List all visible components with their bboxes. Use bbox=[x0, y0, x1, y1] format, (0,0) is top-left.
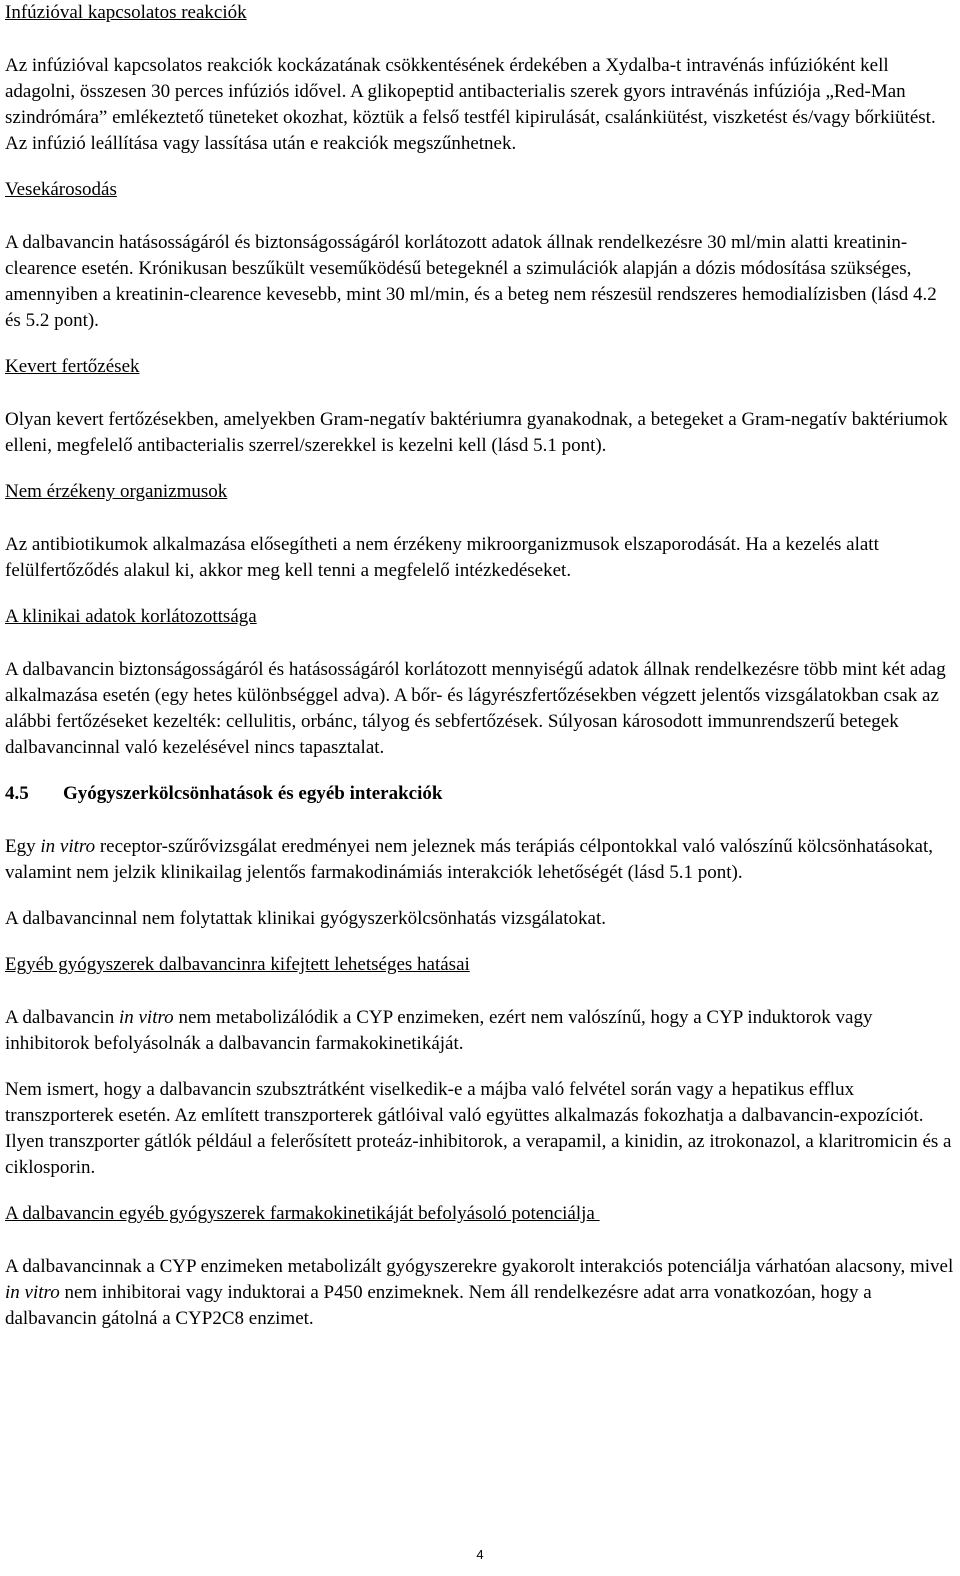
paragraph-other-drugs-transporters: Nem ismert, hogy a dalbavancin szubsztrátként viselkedik-e a májba való felvétel során vagy a hepatikus efflux transzporterek esetén. Az említett transzporterek gátlóival való együttes alkalmazás fokozhatja a dalbavancin-expozíciót. Ilyen transzporter gátlók például a felerősített proteáz-inhibitorok, a verapamil, a kinidin, az itrokonazol, a klaritromicin és a ciklosporin. bbox=[5, 1079, 952, 1178]
paragraph-mixed-infections: Olyan kevert fertőzésekben, amelyekben Gram-negatív baktériumra gyanakodnak, a betegeket a Gram-negatív baktériumok elleni, megfelelő antibacterialis szerrel/szerekkel is kezelni kell (lásd 5.1 pont). bbox=[5, 409, 948, 456]
section-title-text: Gyógyszerkölcsönhatások és egyéb interakciók bbox=[63, 783, 443, 804]
paragraph-non-susceptible-organisms: Az antibiotikumok alkalmazása elősegítheti a nem érzékeny mikroorganizmusok elszaporodását. Ha a kezelés alatt felülfertőződés alakul ki, akkor meg kell tenni a megfelelő intézkedéseket. bbox=[5, 534, 879, 581]
heading-mixed-infections: Kevert fertőzések bbox=[5, 356, 140, 377]
italic-in-vitro: in vitro bbox=[5, 1282, 60, 1303]
paragraph-clinical-data-limitations: A dalbavancin biztonságosságáról és hatásosságáról korlátozott mennyiségű adatok állnak rendelkezésre több mint két adag alkalmazása esetén (egy hetes különbséggel adva). A bőr- és lágyrészfertőzésekben végzett jelentős vizsgálatokban csak az alábbi fertőzéseket kezelték: cellulitis, orbánc, tályog és sebfertőzések. Súlyosan károsodott immunrendszerű betegek dalbavancinnal való kezelésével nincs tapasztalat. bbox=[5, 659, 946, 758]
section-number: 4.5 bbox=[5, 783, 29, 804]
section-title-interactions bbox=[5, 781, 955, 807]
page-number: 4 bbox=[476, 1547, 484, 1562]
paragraph-dalbavancin-potential: A dalbavancinnak a CYP enzimeken metabolizált gyógyszerekre gyakorolt interakciós potenciálja várhatóan alacsony, mivel in vitro nem inhibitorai vagy induktorai a P450 enzimeknek. Nem áll rendelkezésre adat arra vonatkozóan, hogy a dalbavancin gátolná a CYP2C8 enzimet. bbox=[5, 1256, 954, 1329]
paragraph-other-drugs-cyp: A dalbavancin in vitro nem metabolizálódik a CYP enzimeken, ezért nem valószínű, hogy a CYP induktorok vagy inhibitorok befolyásolnák a dalbavancin farmakokinetikáját. bbox=[5, 1007, 873, 1054]
italic-in-vitro: in vitro bbox=[118, 1007, 174, 1028]
paragraph-interactions-clinical: A dalbavancinnal nem folytattak klinikai gyógyszerkölcsönhatás vizsgálatokat. bbox=[5, 908, 606, 929]
heading-renal-impairment: Vesekárosodás bbox=[5, 179, 117, 200]
heading-dalbavancin-potential: A dalbavancin egyéb gyógyszerek farmakokinetikáját befolyásoló potenciálja bbox=[5, 1203, 600, 1224]
paragraph-renal-impairment: A dalbavancin hatásosságáról és biztonságosságáról korlátozott adatok állnak rendelkezésre 30 ml/min alatti kreatinin-clearence esetén. Krónikusan beszűkült veseműködésű betegeknél a szimulációk alapján a dózis módosítása szükséges, amennyiben a kreatinin-clearence kevesebb, mint 30 ml/min, és a beteg nem részesül rendszeres hemodialízisben (lásd 4.2 és 5.2 pont). bbox=[5, 232, 937, 331]
document-page bbox=[5, 0, 955, 1332]
italic-in-vitro: in vitro bbox=[40, 836, 96, 857]
paragraph-infusion-reactions: Az infúzióval kapcsolatos reakciók kockázatának csökkentésének érdekében a Xydalba-t intravénás infúzióként kell adagolni, összesen 30 perces infúziós idővel. A glikopeptid antibacterialis szerek gyors intravénás infúziója „Red-Man szindrómára” emlékeztető tüneteket okozhat, köztük a felső testfél kipirulását, csalánkiütést, viszketést és/vagy bőrkiütést. Az infúzió leállítása vagy lassítása után e reakciók megszűnhetnek. bbox=[5, 55, 936, 154]
heading-non-susceptible-organisms: Nem érzékeny organizmusok bbox=[5, 481, 228, 502]
heading-other-drugs-effects: Egyéb gyógyszerek dalbavancinra kifejtett lehetséges hatásai bbox=[5, 954, 470, 975]
heading-clinical-data-limitations: A klinikai adatok korlátozottsága bbox=[5, 606, 257, 627]
paragraph-interactions-invitro: Egy in vitro receptor-szűrővizsgálat eredményei nem jeleznek más terápiás célpontokkal való valószínű kölcsönhatásokat, valamint nem jelzik klinikailag jelentős farmakodinámiás interakciók lehetőségét (lásd 5.1 pont). bbox=[5, 836, 934, 883]
heading-infusion-reactions: Infúzióval kapcsolatos reakciók bbox=[5, 2, 247, 23]
